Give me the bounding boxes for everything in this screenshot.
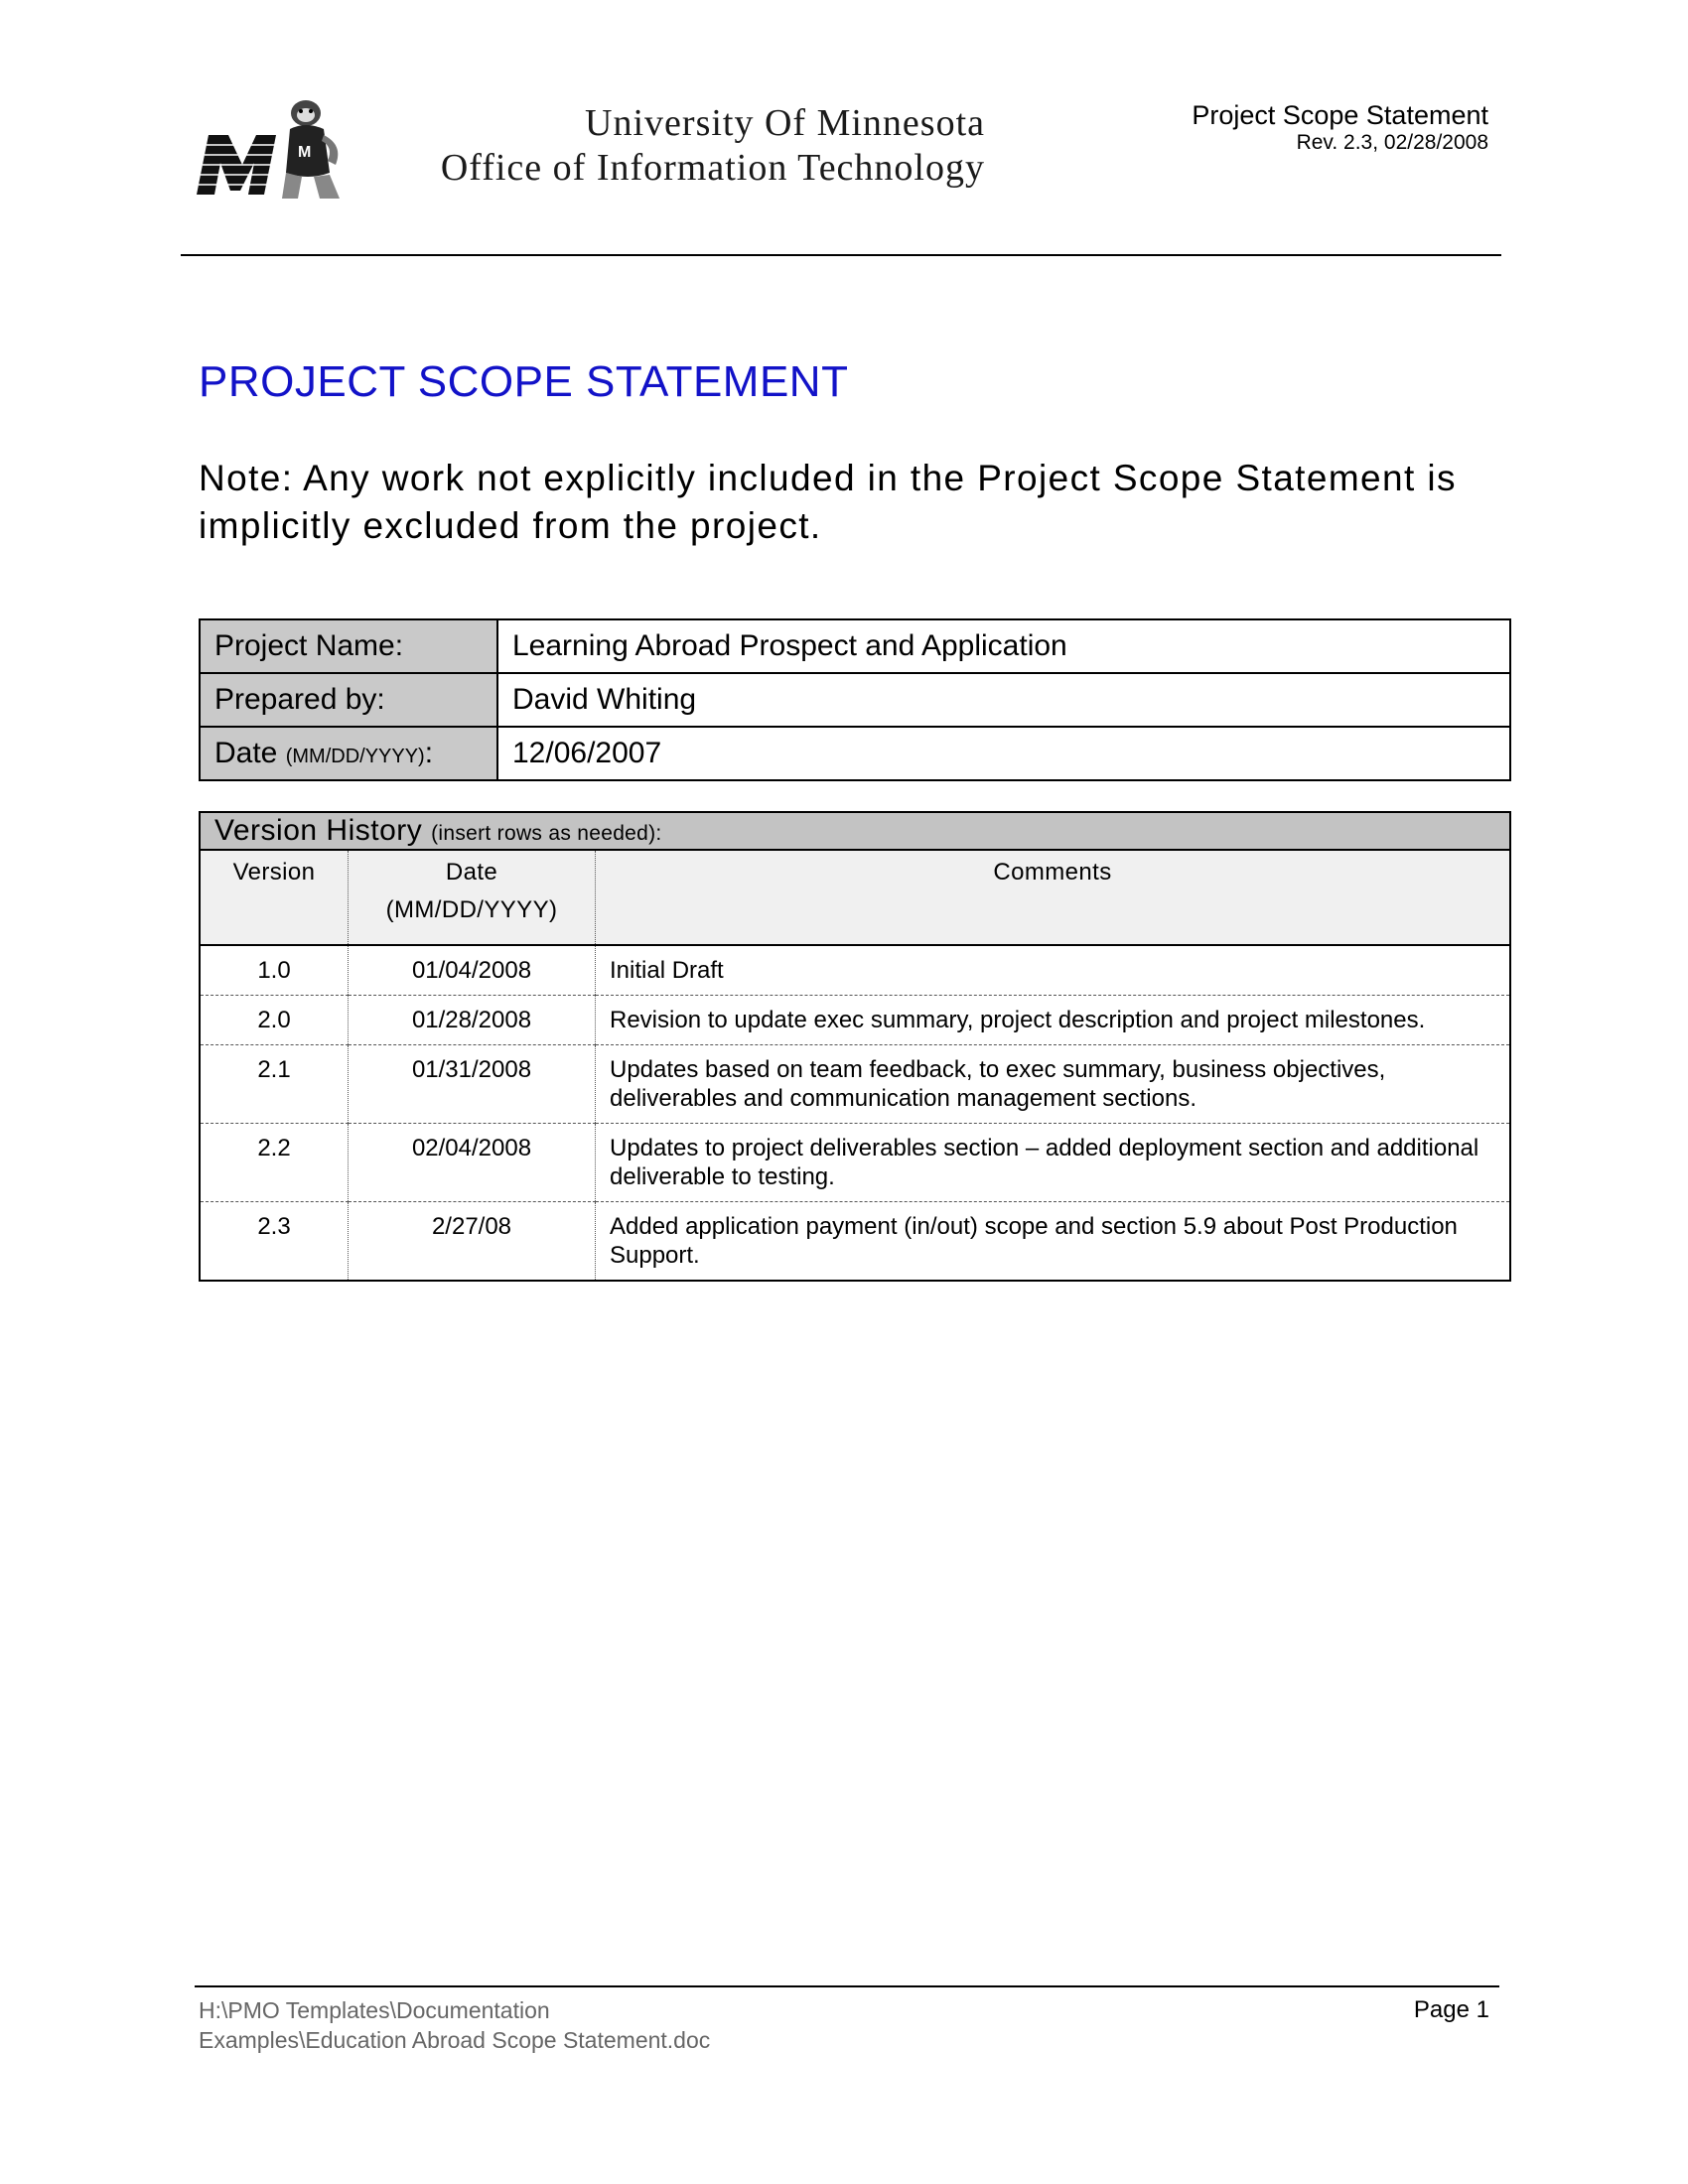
version-cell: 2.0 (200, 996, 349, 1045)
col-header-date (349, 850, 596, 945)
date-label-cell (200, 727, 497, 780)
col-header-date-label: Date (445, 859, 498, 886)
comments-cell: Added application payment (in/out) scope and section 5.9 about Post Production Support. (596, 1202, 1511, 1282)
prepared-by-row (200, 673, 1510, 727)
organization-name (441, 101, 985, 191)
document-meta (1192, 99, 1488, 155)
gopher-mascot-logo-icon (195, 95, 348, 205)
footer-path-line1: H:\PMO Templates\Documentation (199, 1997, 550, 2023)
comments-cell: Updates to project deliverables section – added deployment section and additional deliverable to testing. (596, 1124, 1511, 1202)
col-header-comments: Comments (596, 850, 1511, 945)
project-info-table (199, 618, 1511, 781)
prepared-by-label: Prepared by: (200, 673, 497, 727)
date-label: Date (214, 737, 278, 769)
date-cell: 2/27/08 (349, 1202, 596, 1282)
svg-text:M: M (298, 144, 312, 161)
version-row (200, 1045, 1510, 1124)
scope-note: Note: Any work not explicitly included in the Project Scope Statement is implicitly excluded from the project. (199, 458, 1457, 546)
footer-file-path (199, 1995, 710, 2055)
version-history-table (199, 811, 1511, 1282)
version-history-note: (insert rows as needed): (431, 822, 662, 845)
version-history-caption-row (200, 812, 1510, 850)
version-cell: 2.2 (200, 1124, 349, 1202)
project-name-label: Project Name: (200, 619, 497, 673)
date-cell: 01/31/2008 (349, 1045, 596, 1124)
col-header-date-format: (MM/DD/YYYY) (385, 896, 558, 923)
version-row (200, 1202, 1510, 1282)
header-revision: Rev. 2.3, 02/28/2008 (1296, 131, 1488, 154)
date-cell: 02/04/2008 (349, 1124, 596, 1202)
prepared-by-value: David Whiting (497, 673, 1510, 727)
comments-cell: Initial Draft (596, 945, 1511, 996)
version-row (200, 1124, 1510, 1202)
col-header-version: Version (200, 850, 349, 945)
date-format-hint: (MM/DD/YYYY) (285, 746, 425, 767)
footer-divider (195, 1985, 1499, 1987)
project-name-row (200, 619, 1510, 673)
version-row (200, 996, 1510, 1045)
org-line-university: University Of Minnesota (585, 102, 985, 144)
version-cell: 2.1 (200, 1045, 349, 1124)
date-cell: 01/28/2008 (349, 996, 596, 1045)
footer-page-number: Page 1 (1413, 1996, 1489, 2023)
project-name-value: Learning Abroad Prospect and Application (497, 619, 1510, 673)
footer-path-line2: Examples\Education Abroad Scope Statement.doc (199, 2027, 711, 2053)
org-line-office: Office of Information Technology (440, 147, 985, 189)
version-cell: 2.3 (200, 1202, 349, 1282)
date-value: 12/06/2007 (497, 727, 1510, 780)
version-cell: 1.0 (257, 957, 291, 984)
version-history-title: Version History (214, 814, 423, 847)
comments-cell: Updates based on team feedback, to exec summary, business objectives, deliverables and communication management sections. (596, 1045, 1511, 1124)
comments-cell: Revision to update exec summary, project description and project milestones. (596, 996, 1511, 1045)
date-row (200, 727, 1510, 780)
version-row (200, 945, 1510, 996)
version-history-header-row (200, 850, 1510, 945)
header-divider (181, 254, 1501, 256)
page-title: PROJECT SCOPE STATEMENT (199, 357, 849, 406)
version-history-caption (200, 812, 1510, 850)
date-cell: 01/04/2008 (349, 945, 596, 996)
date-label-colon: : (424, 737, 434, 769)
header-doc-title: Project Scope Statement (1192, 100, 1488, 130)
